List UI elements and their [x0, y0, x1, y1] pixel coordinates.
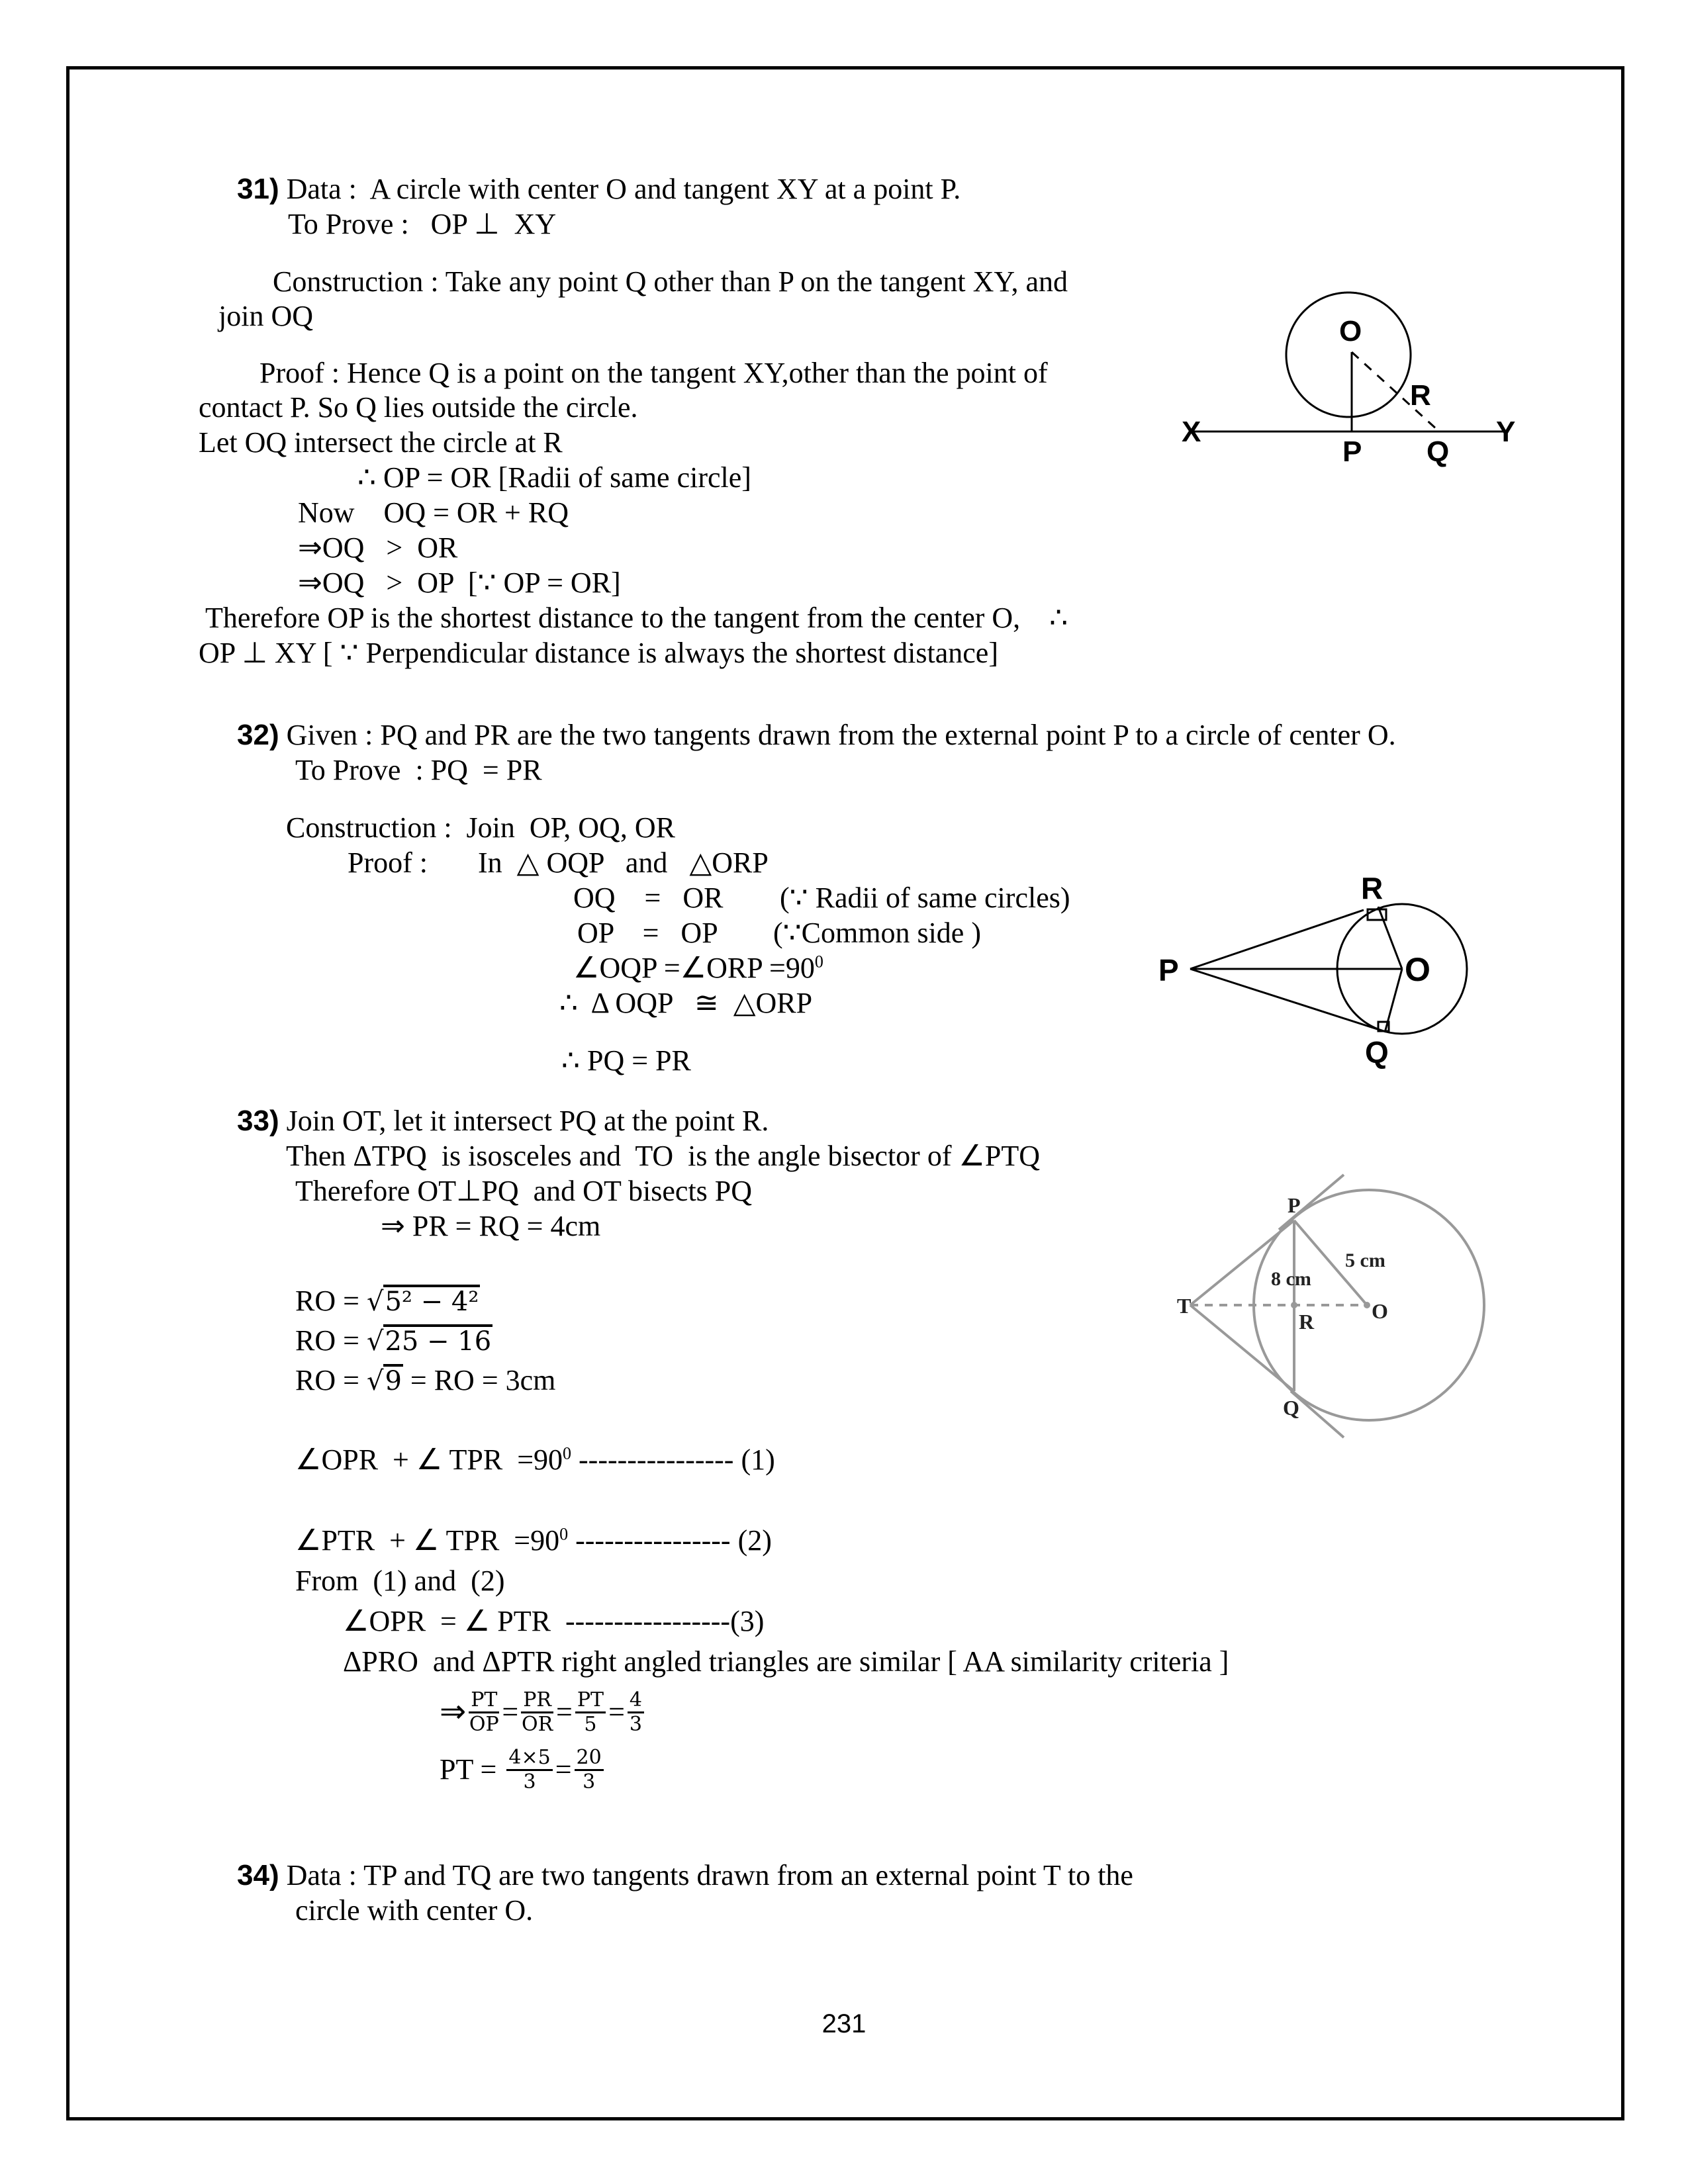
q31-proof-line: Now OQ = OR + RQ [298, 496, 569, 529]
q33-equation-1: ∠OPR + ∠ TPR $=90^0$ ---------------- (1) [295, 1443, 775, 1476]
q31-conclusion: OP ⊥ XY [ ∵ Perpendicular distance is always the shortest distance] [199, 637, 998, 669]
q33-pt-result: PT = $\frac{4\times 5}{3}$ = $\frac{20}{3}$ [440, 1742, 606, 1797]
q33-from-line: From (1) and (2) [295, 1565, 505, 1597]
q32-proof-reason: (∵Common side ) [773, 917, 981, 949]
q32-given-line: 32) Given : PQ and PR are the two tangents drawn from the external point P to a circle of center O. [237, 719, 1396, 751]
q33-line: ⇒ PR = RQ = 4cm [381, 1210, 601, 1242]
fraction: $\frac{PT}{OP}$ [469, 1688, 499, 1736]
page-number: 231 [821, 2009, 867, 2038]
q31-to-prove: To Prove : OP ⊥ XY [288, 208, 557, 240]
q31-proof-line: ⇒OQ > OP [∵ OP = OR] [298, 567, 621, 599]
label-t: T [1177, 1294, 1192, 1318]
q32-proof-line: OQ = OR [573, 882, 724, 914]
q33-ro-step-2: RO = √25 − 16 [295, 1324, 492, 1357]
q32-to-prove: To Prove : PQ = PR [295, 754, 542, 786]
label-o: O [1405, 951, 1430, 988]
q31-proof-line: Proof : Hence Q is a point on the tangent XY,other than the point of [259, 357, 1048, 389]
label-x: X [1182, 416, 1201, 448]
q31-construction-cont: join OQ [218, 300, 313, 332]
q34-line: 34) Data : TP and TQ are two tangents drawn from an external point T to the [237, 1859, 1133, 1891]
label-q: Q [1283, 1396, 1299, 1420]
label-p: P [1158, 953, 1179, 987]
q32-proof-line: ∴ Δ OQP ≅ △ORP [559, 987, 813, 1019]
q33-ro-step-3: RO = √9 = RO = 3cm [295, 1364, 556, 1396]
q33-equation-3: ∠OPR = ∠ PTR -----------------(3) [343, 1605, 765, 1637]
q33-ro-step-1: RO = √5² − 4² [295, 1285, 479, 1317]
label-8cm: 8 cm [1271, 1268, 1311, 1290]
label-o: O [1339, 315, 1362, 347]
q31-proof-line: Therefore OP is the shortest distance to the tangent from the center O, ∴ [205, 602, 1068, 634]
q33-ratio-line: ⇒ $\frac{PT}{OP}$ = $\frac{PR}{OR}$ = $\frac{PT}{5}$ = $\frac{4}{3}$ [440, 1684, 647, 1740]
label-r: R [1410, 379, 1431, 412]
q32-proof-line: OP = OP [577, 917, 718, 949]
q31-construction: Construction : Take any point Q other than P on the tangent XY, and [273, 265, 1068, 298]
label-r: R [1299, 1310, 1315, 1334]
q32-proof-label: Proof : [348, 846, 428, 879]
fraction: $\frac{4}{3}$ [628, 1689, 644, 1736]
question-number: 32) [237, 719, 279, 751]
label-q: Q [1427, 435, 1450, 468]
q31-proof-line: Let OQ intersect the circle at R [199, 426, 563, 459]
question-number: 34) [237, 1859, 279, 1891]
q32-construction: Construction : Join OP, OQ, OR [286, 811, 675, 844]
q31-tangent-diagram [1165, 278, 1562, 477]
q31-proof-line: contact P. So Q lies outside the circle. [199, 391, 638, 424]
label-p: P [1288, 1193, 1301, 1217]
label-y: Y [1496, 416, 1516, 448]
q33-tangent-lengths-diagram [1165, 1152, 1496, 1443]
q34-line: circle with center O. [295, 1894, 534, 1927]
q31-data-line: 31) Data : A circle with center O and tangent XY at a point P. [237, 173, 961, 205]
q33-line: 33) Join OT, let it intersect PQ at the point R. [237, 1105, 769, 1137]
question-number: 31) [237, 173, 279, 205]
label-p: P [1342, 435, 1362, 468]
question-number: 33) [237, 1105, 279, 1137]
q32-proof-line: In △ OQP and △ORP [478, 846, 769, 879]
q33-equation-2: ∠PTR + ∠ TPR $=90^0$ ---------------- (2) [295, 1524, 772, 1557]
fraction: $\frac{PT}{5}$ [575, 1689, 606, 1736]
q32-conclusion: ∴ PQ = PR [561, 1044, 691, 1077]
q32-proof-reason: (∵ Radii of same circles) [780, 882, 1070, 914]
q33-line: Then ΔTPQ is isosceles and TO is the angle bisector of ∠PTQ [286, 1140, 1041, 1172]
fraction: $\frac{PR}{OR}$ [522, 1688, 553, 1736]
q31-proof-line: ⇒OQ > OR [298, 531, 458, 564]
q33-similarity: ΔPRO and ΔPTR right angled triangles are similar [ AA similarity criteria ] [343, 1645, 1229, 1678]
q32-proof-line: ∠OQP =∠ORP $=90^0$ [573, 952, 823, 984]
q31-proof-line: ∴ OP = OR [Radii of same circle] [357, 461, 751, 494]
label-o: O [1372, 1299, 1388, 1323]
fraction: $\frac{20}{3}$ [575, 1747, 604, 1794]
fraction: $\frac{4\times 5}{3}$ [506, 1747, 552, 1794]
q33-line: Therefore OT⊥PQ and OT bisects PQ [295, 1175, 753, 1207]
label-q: Q [1365, 1035, 1389, 1069]
label-5cm: 5 cm [1345, 1250, 1385, 1271]
q32-two-tangents-diagram [1139, 854, 1470, 1079]
label-r: R [1361, 871, 1383, 905]
